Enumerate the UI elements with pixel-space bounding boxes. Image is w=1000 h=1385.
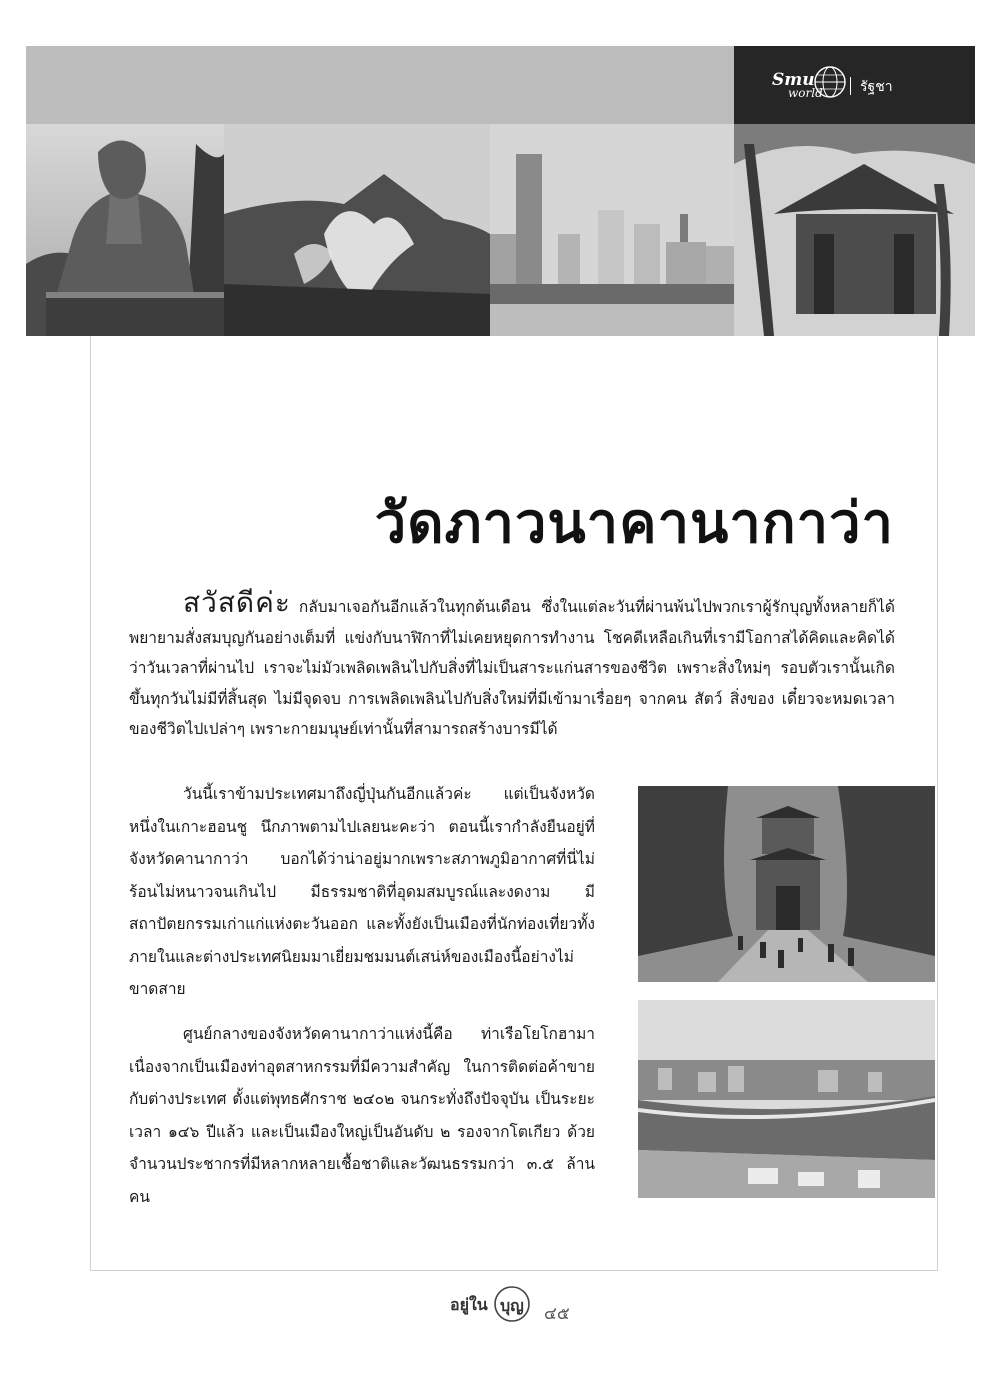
header-separator <box>850 77 851 95</box>
article-title: วัดภาวนาคานากาว่า <box>374 490 894 556</box>
logo-text: Smu <box>772 70 815 90</box>
volcano-steam-photo <box>224 124 490 336</box>
magazine-logo <box>772 64 842 106</box>
coastal-city-photo <box>638 1000 935 1198</box>
greeting: สวัสดีค่ะ <box>183 586 291 619</box>
buddha-statue-photo <box>26 124 224 336</box>
city-skyline-photo <box>490 124 734 336</box>
section-name: รัฐชา <box>860 79 893 95</box>
page-number: ๔๕ <box>544 1304 570 1324</box>
logo-subtext: world <box>788 86 823 100</box>
intro-paragraph <box>129 588 895 745</box>
svg-text:อยู่ใน: อยู่ใน <box>450 1295 488 1314</box>
body-paragraph-1: วันนี้เราข้ามประเทศมาถึงญี่ปุ่นกันอีกแล้วค่ะ แต่เป็นจังหวัดหนึ่งในเกาะฮอนชู นึกภาพตามไปเลยนะคะว่า ตอนนี้เรากำลังยืนอยู่ที่จังหวัดคานากาว่า บอกได้ว่าน่าอยู่มากเพราะสภาพภูมิอากาศที่นี่ไม่ร้อนไม่หนาวจนเกินไป มีธรรมชาติที่อุดมสมบูรณ์และงดงาม มีสถาปัตยกรรมเก่าแก่แห่งตะวันออก และทั้งยังเป็นเมืองที่นักท่องเที่ยวทั้งภายในและต่างประเทศนิยมมาเยี่ยมชมมนต์เสน่ห์ของเมืองนี้อย่างไม่ขาดสาย <box>129 785 595 998</box>
footer <box>448 1282 588 1332</box>
body-paragraph-2: ศูนย์กลางของจังหวัดคานากาว่าแห่งนี้คือ ท่าเรือโยโกฮามา เนื่องจากเป็นเมืองท่าอุตสาหกรรมที่มีความสำคัญ ในการติดต่อค้าขายกับต่างประเทศ ตั้งแต่พุทธศักราช ๒๔๐๒ จนกระทั่งถึงปัจจุบัน เป็นระยะเวลา ๑๔๖ ปีแล้ว และเป็นเมืองใหญ่เป็นอันดับ ๒ รองจากโตเกียว ด้วยจำนวนประชากรที่มีหลากหลายเชื้อชาติและวัฒนธรรมกว่า ๓.๕ ล้านคน <box>129 1025 595 1206</box>
footer-logo <box>448 1282 540 1328</box>
header-gray-bar <box>26 46 734 124</box>
temple-gate-photo <box>638 786 935 982</box>
svg-text:บุญ: บุญ <box>500 1296 524 1315</box>
intro-text: กลับมาเจอกันอีกแล้วในทุกต้นเดือน ซึ่งในแต่ละวันที่ผ่านพ้นไปพวกเราผู้รักบุญทั้งหลายก็ได้พยายามสั่งสมบุญกันอย่างเต็มที่ แข่งกับนาฬิกาที่ไม่เคยหยุดการทำงาน โชคดีเหลือเกินที่เรามีโอกาสได้คิดและคิดได้ว่าวันเวลาที่ผ่านไป เราจะไม่มัวเพลิดเพลินไปกับสิ่งที่ไม่เป็นสาระแก่นสารของชีวิต เพราะสิ่งใหม่ๆ รอบตัวเรานั้นเกิดขึ้นทุกวันไม่มีที่สิ้นสุด ไม่มีจุดจบ การเพลิดเพลินไปกับสิ่งใหม่ที่มีเข้ามาเรื่อยๆ จากคน สัตว์ สิ่งของ เดี๋ยวจะหมดเวลาของชีวิตไปเปล่าๆ เพราะกายมนุษย์เท่านั้นที่สามารถสร้างบารมีได้ <box>129 598 895 738</box>
header-brand-block <box>734 46 975 124</box>
temple-pine-photo <box>734 124 975 336</box>
